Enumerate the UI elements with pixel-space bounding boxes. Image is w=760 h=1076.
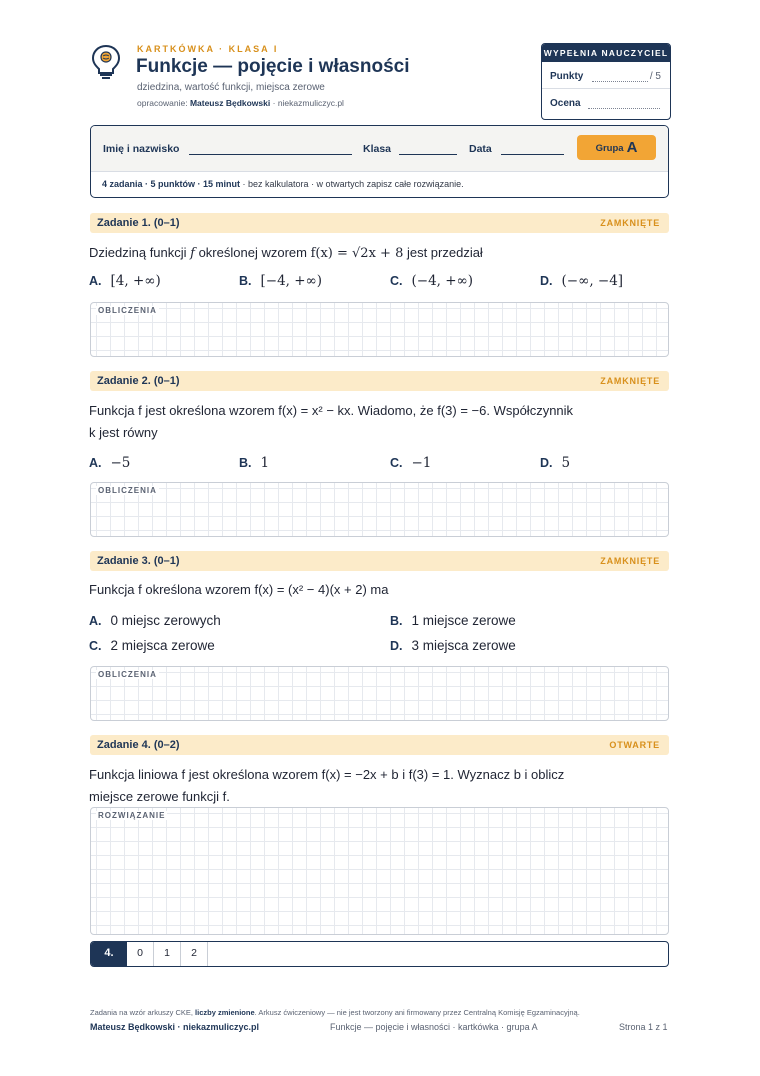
task-3-option-c[interactable] (89, 638, 215, 653)
instructions-line (91, 172, 668, 189)
option-key: D. (390, 639, 403, 653)
option-text: (−4, +∞) (411, 273, 474, 289)
group-badge (577, 135, 656, 160)
task-1-q-mid: określonej wzorem (194, 245, 311, 260)
points-field[interactable] (592, 81, 648, 82)
grade-label: Ocena (550, 98, 581, 109)
option-key: A. (89, 456, 102, 470)
points-row (542, 62, 670, 89)
name-label: Imię i nazwisko (103, 143, 180, 155)
solution-area-label: ROZWIĄZANIE (98, 811, 166, 820)
option-key: C. (89, 639, 102, 653)
option-text: 1 (260, 455, 270, 471)
task-3-title: Zadanie 3. (0–1) (97, 555, 180, 567)
grade-row (542, 89, 670, 116)
option-text: 2 miejsca zerowe (110, 638, 215, 653)
group-value: A (626, 139, 638, 156)
footer-note (90, 1008, 580, 1017)
student-fields (91, 126, 668, 172)
task-4-type: OTWARTE (609, 740, 660, 750)
task-1-option-d[interactable] (540, 273, 623, 289)
option-key: B. (390, 614, 403, 628)
date-field[interactable] (501, 154, 564, 155)
task-2-type: ZAMKNIĘTE (600, 376, 660, 386)
task-1-q-formula: f(x) = √2x + 8 (310, 246, 404, 261)
option-text: 5 (561, 455, 571, 471)
student-info-box (90, 125, 669, 198)
page-subtitle: dziedzina, wartość funkcji, miejsca zerowe (137, 82, 325, 93)
name-field[interactable] (189, 154, 352, 155)
task-1-q-f: f (190, 246, 195, 261)
option-key: C. (390, 456, 403, 470)
task-3-header (90, 551, 669, 571)
task-1-option-a[interactable] (89, 273, 161, 289)
score-option-2[interactable]: 2 (181, 942, 208, 966)
option-text: [−4, +∞) (260, 273, 323, 289)
worksheet-kicker: KARTKÓWKA · KLASA I (137, 44, 279, 54)
class-label: Klasa (363, 143, 392, 155)
task-2-option-a[interactable] (89, 455, 130, 471)
option-text: [4, +∞) (110, 273, 161, 289)
option-text: 3 miejsca zerowe (411, 638, 516, 653)
score-option-1[interactable]: 1 (154, 942, 181, 966)
task-3-work-area[interactable] (90, 666, 669, 721)
task-1-work-area[interactable] (90, 302, 669, 357)
group-label: Grupa (595, 143, 624, 154)
option-key: A. (89, 614, 102, 628)
task-1-option-c[interactable] (390, 273, 473, 289)
lightbulb-brain-icon (90, 44, 122, 80)
author-line (137, 98, 344, 108)
option-key: D. (540, 274, 553, 288)
task-4-score-bar (90, 941, 669, 967)
task-2-header (90, 371, 669, 391)
footer-note-bold: liczby zmienione (195, 1008, 255, 1017)
author-site: · niekazmuliczyc.pl (272, 98, 344, 108)
option-text: 1 miejsce zerowe (411, 613, 516, 628)
task-1-option-b[interactable] (239, 273, 322, 289)
task-3-question: Funkcja f określona wzorem f(x) = (x² − 4)(x + 2) ma (89, 582, 389, 597)
score-task-number: 4. (91, 942, 127, 966)
date-label: Data (469, 143, 492, 155)
grade-field[interactable] (588, 108, 660, 109)
task-4-title: Zadanie 4. (0–2) (97, 739, 180, 751)
option-key: A. (89, 274, 102, 288)
instructions-rest: · bez kalkulatora · w otwartych zapisz całe rozwiązanie. (240, 179, 464, 189)
task-4-header (90, 735, 669, 755)
task-1-q-pre: Dziedziną funkcji (89, 245, 191, 260)
teacher-box-heading: WYPEŁNIA NAUCZYCIEL (542, 44, 670, 62)
task-4-question-line-2: miejsce zerowe funkcji f. (89, 789, 230, 804)
score-option-0[interactable]: 0 (127, 942, 154, 966)
option-text: −1 (411, 455, 432, 471)
instructions-bold: 4 zadania · 5 punktów · 15 minut (102, 179, 241, 189)
footer-note-post: . Arkusz ćwiczeniowy — nie jest tworzony ani firmowany przez Centralną Komisję Egzaminacyjną. (254, 1008, 580, 1017)
work-area-label: OBLICZENIA (98, 486, 157, 495)
option-text: 0 miejsc zerowych (110, 613, 221, 628)
task-2-title: Zadanie 2. (0–1) (97, 375, 180, 387)
footer-author: Mateusz Będkowski · niekazmuliczyc.pl (90, 1022, 260, 1032)
points-label: Punkty (550, 71, 584, 82)
class-field[interactable] (399, 154, 457, 155)
task-4-solution-area[interactable] (90, 807, 669, 935)
task-1-q-post: jest przedział (403, 245, 483, 260)
task-1-question (89, 242, 483, 265)
task-2-question-line-2: k jest równy (89, 425, 158, 440)
task-3-option-d[interactable] (390, 638, 516, 653)
task-2-question-line-1: Funkcja f jest określona wzorem f(x) = x² − kx. Wiadomo, że f(3) = −6. Współczynnik (89, 403, 574, 418)
option-key: C. (390, 274, 403, 288)
task-1-type: ZAMKNIĘTE (600, 218, 660, 228)
author-prefix: opracowanie: (137, 98, 188, 108)
task-3-option-b[interactable] (390, 613, 516, 628)
option-key: D. (540, 456, 553, 470)
task-1-header (90, 213, 669, 233)
option-text: −5 (110, 455, 131, 471)
option-text: (−∞, −4] (561, 273, 624, 289)
work-area-label: OBLICZENIA (98, 670, 157, 679)
teacher-box (541, 43, 671, 120)
task-2-option-b[interactable] (239, 455, 269, 471)
option-key: B. (239, 274, 252, 288)
task-1-title: Zadanie 1. (0–1) (97, 217, 180, 229)
author-name: Mateusz Będkowski (189, 98, 271, 108)
points-max: / 5 (649, 71, 661, 82)
task-2-option-c[interactable] (390, 455, 431, 471)
task-4-question-line-1: Funkcja liniowa f jest określona wzorem f(x) = −2x + b i f(3) = 1. Wyznacz b i oblicz (89, 767, 565, 782)
task-2-option-d[interactable] (540, 455, 570, 471)
work-area-label: OBLICZENIA (98, 306, 157, 315)
page-title: Funkcje — pojęcie i własności (136, 56, 410, 77)
task-3-option-a[interactable] (89, 613, 221, 628)
footer-note-pre: Zadania na wzór arkuszy CKE, (90, 1008, 196, 1017)
task-3-type: ZAMKNIĘTE (600, 556, 660, 566)
footer-page: Strona 1 z 1 (619, 1022, 668, 1032)
option-key: B. (239, 456, 252, 470)
footer-center: Funkcje — pojęcie i własności · kartkówka · grupa A (330, 1022, 538, 1032)
task-2-work-area[interactable] (90, 482, 669, 537)
